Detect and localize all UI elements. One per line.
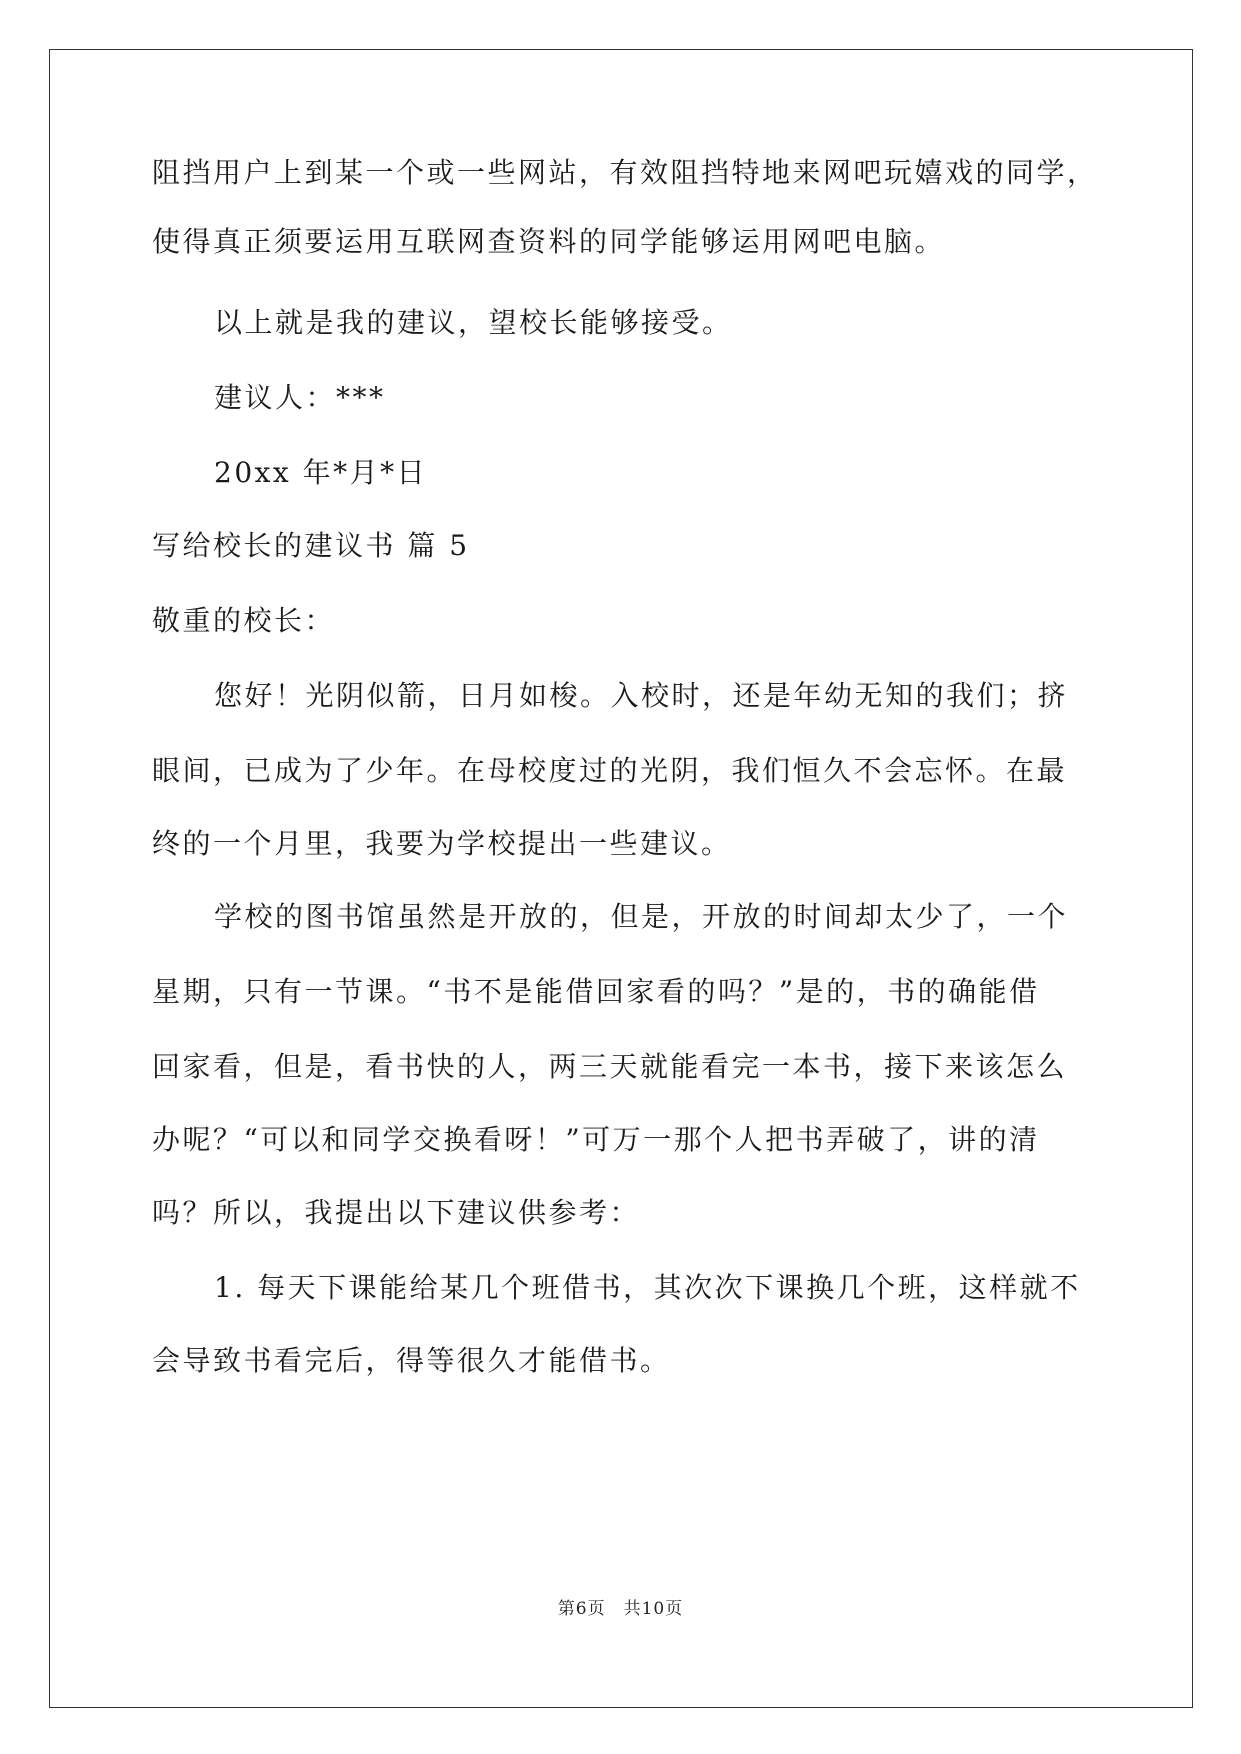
salutation: 敬重的校长： bbox=[152, 604, 336, 637]
body-line: 学校的图书馆虽然是开放的，但是，开放的时间却太少了，一个 bbox=[214, 900, 1069, 933]
body-line: 使得真正须要运用互联网查资料的同学能够运用网吧电脑。 bbox=[152, 225, 946, 258]
page-total: 共10页 bbox=[623, 1599, 684, 1619]
body-line: 您好！光阴似箭，日月如梭。入校时，还是年幼无知的我们；挤 bbox=[214, 679, 1069, 712]
section-heading: 写给校长的建议书 篇 5 bbox=[152, 529, 470, 562]
page-number: 第6页 bbox=[557, 1599, 606, 1619]
body-line: 以上就是我的建议，望校长能够接受。 bbox=[214, 306, 733, 339]
body-line: 回家看，但是，看书快的人，两三天就能看完一本书，接下来该怎么 bbox=[152, 1050, 1068, 1083]
body-line: 终的一个月里，我要为学校提出一些建议。 bbox=[152, 827, 732, 860]
body-line: 办呢？“可以和同学交换看呀！”可万一那个人把书弄破了，讲的清 bbox=[152, 1123, 1040, 1156]
date-line: 20xx 年*月*日 bbox=[214, 456, 428, 489]
list-item-continuation: 会导致书看完后，得等很久才能借书。 bbox=[152, 1344, 671, 1377]
list-item: 1. 每天下课能给某几个班借书，其次次下课换几个班，这样就不 bbox=[214, 1271, 1081, 1304]
page-border bbox=[49, 49, 1193, 1708]
body-line: 吗？所以，我提出以下建议供参考： bbox=[152, 1196, 641, 1229]
body-line: 阻挡用户上到某一个或一些网站，有效阻挡特地来网吧玩嬉戏的同学， bbox=[152, 156, 1098, 189]
body-line: 星期，只有一节课。“书不是能借回家看的吗？”是的，书的确能借 bbox=[152, 975, 1040, 1008]
page-footer bbox=[0, 1594, 1241, 1619]
signature-line: 建议人：*** bbox=[214, 381, 386, 414]
body-line: 眼间，已成为了少年。在母校度过的光阴，我们恒久不会忘怀。在最 bbox=[152, 754, 1068, 787]
